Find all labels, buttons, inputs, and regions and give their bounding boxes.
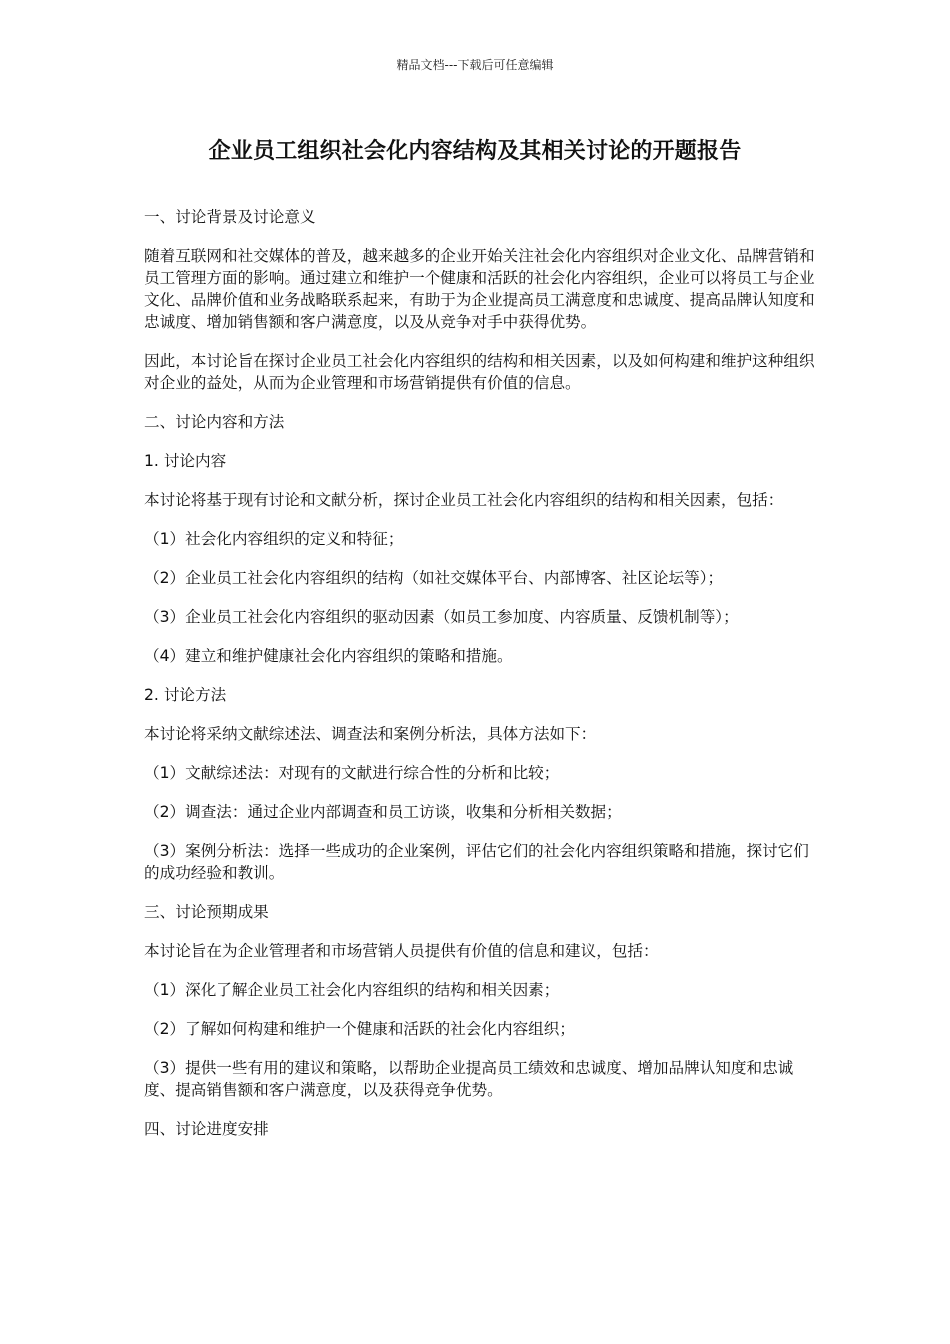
section-heading-background: 一、讨论背景及讨论意义: [144, 208, 316, 226]
subheading-methods: 2. 讨论方法: [144, 686, 227, 704]
paragraph-methods-intro: 本讨论将采纳文献综述法、调查法和案例分析法，具体方法如下：: [144, 725, 597, 743]
list-item: （3）企业员工社会化内容组织的驱动因素（如员工参加度、内容质量、反馈机制等）；: [144, 608, 739, 626]
section-heading-schedule: 四、讨论进度安排: [144, 1120, 269, 1138]
section-heading-expected-results: 三、讨论预期成果: [144, 903, 269, 921]
subheading-content: 1. 讨论内容: [144, 452, 227, 470]
section-heading-content-methods: 二、讨论内容和方法: [144, 413, 285, 431]
list-item: （1）社会化内容组织的定义和特征；: [144, 530, 404, 548]
list-item: （2）企业员工社会化内容组织的结构（如社交媒体平台、内部博客、社区论坛等）；: [144, 569, 724, 587]
document-body: [144, 206, 816, 1157]
paragraph-results-intro: 本讨论旨在为企业管理者和市场营销人员提供有价值的信息和建议，包括：: [144, 942, 659, 960]
list-item: （2）调查法：通过企业内部调查和员工访谈，收集和分析相关数据；: [144, 803, 622, 821]
document-title: 企业员工组织社会化内容结构及其相关讨论的开题报告: [208, 139, 742, 164]
list-item: （3）案例分析法：选择一些成功的企业案例，评估它们的社会化内容组织策略和措施，探讨它们的成功经验和教训。: [144, 842, 809, 882]
list-item: （2）了解如何构建和维护一个健康和活跃的社会化内容组织；: [144, 1020, 575, 1038]
list-item: （3）提供一些有用的建议和策略，以帮助企业提高员工绩效和忠诚度、增加品牌认知度和忠诚度、提高销售额和客户满意度，以及获得竞争优势。: [144, 1059, 794, 1099]
paragraph-background: 随着互联网和社交媒体的普及，越来越多的企业开始关注社会化内容组织对企业文化、品牌营销和员工管理方面的影响。通过建立和维护一个健康和活跃的社会化内容组织，企业可以将员工与企业文化、品牌价值和业务战略联系起来，有助于为企业提高员工满意度和忠诚度、提高品牌认知度和忠诚度、增加销售额和客户满意度，以及从竞争对手中获得优势。: [144, 247, 815, 331]
paragraph-purpose: 因此，本讨论旨在探讨企业员工社会化内容组织的结构和相关因素，以及如何构建和维护这种组织对企业的益处，从而为企业管理和市场营销提供有价值的信息。: [144, 352, 815, 392]
paragraph-content-intro: 本讨论将基于现有讨论和文献分析，探讨企业员工社会化内容组织的结构和相关因素，包括：: [144, 491, 784, 509]
list-item: （1）深化了解企业员工社会化内容组织的结构和相关因素；: [144, 981, 560, 999]
header-note: 精品文档---下载后可任意编辑: [396, 58, 554, 72]
list-item: （1）文献综述法：对现有的文献进行综合性的分析和比较；: [144, 764, 560, 782]
list-item: （4）建立和维护健康社会化内容组织的策略和措施。: [144, 647, 513, 665]
